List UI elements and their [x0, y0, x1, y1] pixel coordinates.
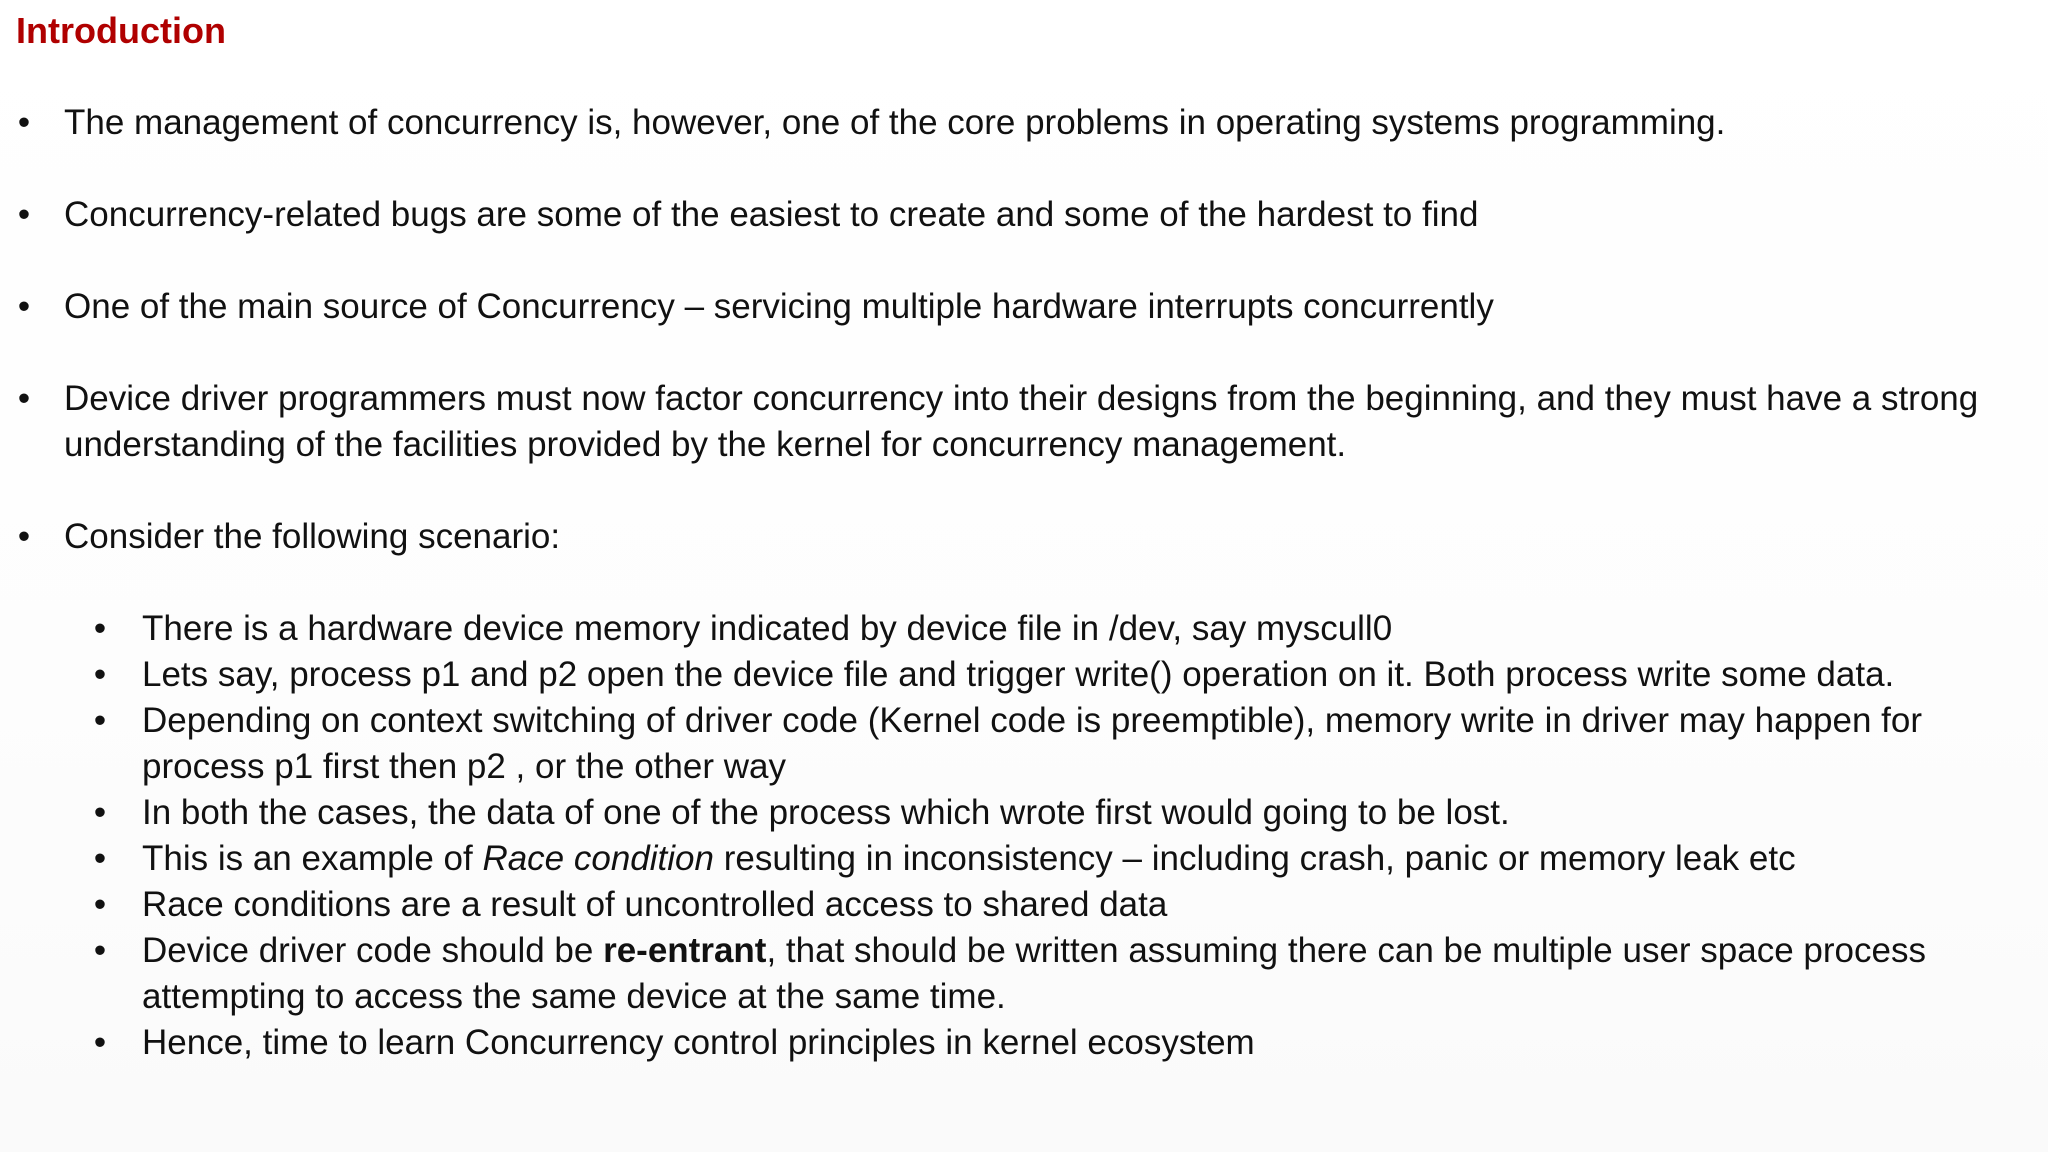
- sub-bullet-item: [0, 790, 2008, 836]
- bullet-text: Concurrency-related bugs are some of the easiest to create and some of the hardest to find: [64, 195, 1479, 234]
- sub-bullet-item: [0, 652, 2008, 698]
- sub-bullet-item: [0, 836, 2008, 882]
- re-entrant-term: re-entrant: [603, 931, 767, 970]
- bullet-dot-icon: •: [93, 1023, 107, 1062]
- bullet-dot-icon: •: [93, 839, 107, 878]
- bullet-item: [0, 376, 2048, 468]
- bullet-dot-icon: •: [93, 655, 107, 694]
- bullet-dot-icon: •: [93, 609, 107, 648]
- bullet-dot-icon: •: [93, 793, 107, 832]
- bullet-item: [0, 100, 2048, 146]
- sub-bullet-text: Race conditions are a result of uncontrolled access to shared data: [142, 885, 1168, 924]
- bullet-item: [0, 514, 2048, 1066]
- sub-bullet-list: [0, 606, 2008, 1066]
- bullet-dot-icon: •: [93, 885, 107, 924]
- sub-bullet-text: There is a hardware device memory indicated by device file in /dev, say myscull0: [142, 609, 1393, 648]
- slide-title: Introduction: [16, 10, 226, 51]
- sub-bullet-text: Depending on context switching of driver code (Kernel code is preemptible), memory write in driver may happen for process p1 first then p2 , or the other way: [142, 701, 1923, 786]
- bullet-text: One of the main source of Concurrency – servicing multiple hardware interrupts concurrently: [64, 287, 1494, 326]
- bullet-list: [0, 100, 2048, 1112]
- sub-bullet-item: [0, 1020, 2008, 1066]
- bullet-dot-icon: •: [17, 103, 31, 142]
- sub-bullet-text-pre: This is an example of: [142, 839, 483, 878]
- sub-bullet-text-pre: Device driver code should be: [142, 931, 604, 970]
- sub-bullet-text-post: resulting in inconsistency – including crash, panic or memory leak etc: [713, 839, 1796, 878]
- sub-bullet-text: In both the cases, the data of one of the process which wrote first would going to be lost.: [142, 793, 1510, 832]
- bullet-dot-icon: •: [93, 701, 107, 740]
- sub-bullet-item: [0, 606, 2008, 652]
- bullet-text: Device driver programmers must now factor concurrency into their designs from the beginning, and they must have a strong understanding of the facilities provided by the kernel for concurrency management.: [64, 379, 1979, 464]
- sub-bullet-item: [0, 882, 2008, 928]
- bullet-item: [0, 284, 2048, 330]
- sub-bullet-text: Lets say, process p1 and p2 open the device file and trigger write() operation on it. Both process write some data.: [142, 655, 1895, 694]
- bullet-dot-icon: •: [93, 931, 107, 970]
- sub-bullet-item: [0, 928, 2008, 1020]
- sub-bullet-text-post: , that should be written assuming there can be multiple user space process attempting to access the same device at the same time.: [142, 931, 1926, 1016]
- bullet-text: Consider the following scenario:: [64, 517, 561, 556]
- race-condition-term: Race condition: [482, 839, 714, 878]
- sub-bullet-item: [0, 698, 2008, 790]
- bullet-dot-icon: •: [17, 195, 31, 234]
- sub-bullet-text: Hence, time to learn Concurrency control principles in kernel ecosystem: [142, 1023, 1255, 1062]
- bullet-dot-icon: •: [17, 517, 31, 556]
- bullet-item: [0, 192, 2048, 238]
- bullet-dot-icon: •: [17, 287, 31, 326]
- bullet-text: The management of concurrency is, however, one of the core problems in operating systems programming.: [64, 103, 1726, 142]
- bullet-dot-icon: •: [17, 379, 31, 418]
